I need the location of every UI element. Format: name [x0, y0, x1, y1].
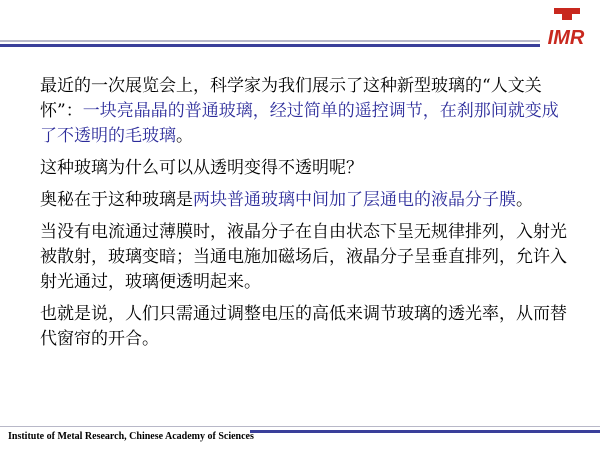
footer-institute: Institute of Metal Research, Chinese Academy of Sciences — [8, 431, 254, 442]
footer-rule-grey — [0, 426, 600, 427]
imr-logo-icon — [540, 8, 592, 48]
header-rule-grey — [0, 40, 540, 42]
header-rule-blue — [0, 44, 540, 47]
footer-rule-blue — [250, 430, 600, 433]
logo-text: IMR — [547, 27, 585, 48]
paragraph-exhibition-end: 。 — [176, 126, 193, 146]
paragraph-mechanism: 当没有电流通过薄膜时，液晶分子在自由状态下呈无规律排列，入射光被散射，玻璃变暗；当通电施加磁场后，液晶分子呈垂直排列，允许入射光通过，玻璃便透明起来。 — [40, 222, 567, 292]
slide-body — [40, 74, 568, 359]
paragraph-exhibition — [40, 74, 568, 149]
paragraph-conclusion: 也就是说，人们只需通过调整电压的高低来调节玻璃的透光率，从而替代窗帘的开合。 — [40, 304, 567, 349]
paragraph-secret-highlight: 两块普通玻璃中间加了层通电的液晶分子膜 — [193, 190, 516, 210]
paragraph-exhibition-highlight: 一块亮晶晶的普通玻璃，经过简单的遥控调节，在刹那间就变成了不透明的毛玻璃 — [40, 101, 559, 146]
paragraph-question: 这种玻璃为什么可以从透明变得不透明呢？ — [40, 158, 363, 178]
paragraph-secret-end: 。 — [516, 190, 533, 210]
paragraph-secret-text: 奥秘在于这种玻璃是 — [40, 190, 193, 210]
paragraph-secret — [40, 188, 568, 213]
paragraph-exhibition-text: 最近的一次展览会上，科学家为我们展示了这种新型玻璃的“人文关怀”： — [40, 76, 542, 121]
